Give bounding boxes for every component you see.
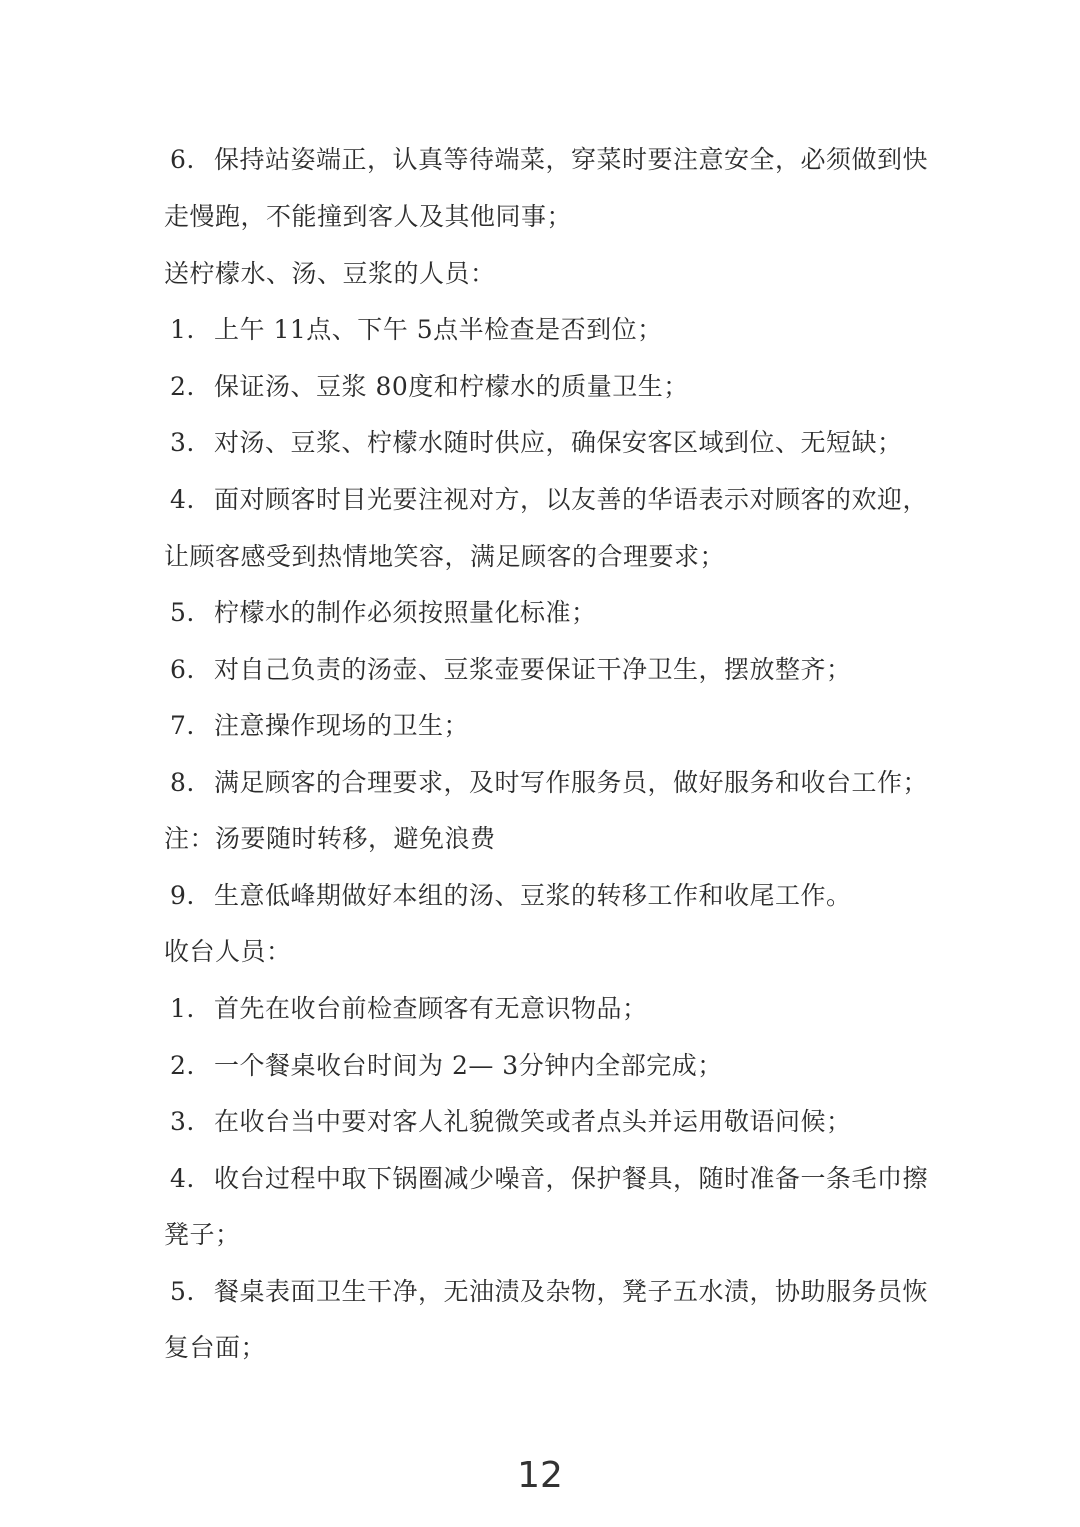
line-text: 复台面； [164,1333,267,1362]
line-text: 上午 11点、下午 5点半检查是否到位； [214,315,663,344]
list-number: 9. [170,881,195,910]
text-line [164,596,924,630]
line-text: 柠檬水的制作必须按照量化标准； [214,598,597,627]
list-number: 2. [170,1051,195,1080]
list-number: 7. [170,711,195,740]
line-text: 收台过程中取下锅圈减少噪音，保护餐具，随时准备一条毛巾擦 [214,1164,929,1193]
list-number: 6. [170,655,195,684]
line-text: 一个餐桌收台时间为 2— 3分钟内全部完成； [214,1051,723,1080]
list-number: 6. [170,145,195,174]
text-line [164,313,924,347]
line-text: 注意操作现场的卫生； [214,711,470,740]
list-number: 1. [170,994,195,1023]
text-line [164,1275,929,1309]
page-number: 12 [517,1455,563,1496]
section-heading [164,257,924,291]
text-line [164,1331,924,1365]
list-number: 3. [170,1107,195,1136]
line-text: 满足顾客的合理要求，及时写作服务员，做好服务和收台工作； [214,768,929,797]
list-number: 2. [170,372,195,401]
list-number: 4. [170,485,195,514]
line-text: 注：汤要随时转移，避免浪费 [164,824,496,853]
line-text: 生意低峰期做好本组的汤、豆浆的转移工作和收尾工作。 [214,881,852,910]
list-number: 8. [170,768,195,797]
line-text: 收台人员： [164,937,292,966]
text-line [164,1105,924,1139]
text-line [164,370,924,404]
list-number: 5. [170,598,195,627]
text-line [164,426,924,460]
text-line [164,1049,924,1083]
text-line [164,1162,929,1196]
line-text: 餐桌表面卫生干净，无油渍及杂物，凳子五水渍，协助服务员恢 [214,1277,929,1306]
line-text: 走慢跑，不能撞到客人及其他同事； [164,202,573,231]
text-line [164,540,924,574]
line-text: 在收台当中要对客人礼貌微笑或者点头并运用敬语问候； [214,1107,852,1136]
text-line [164,992,924,1026]
list-number: 4. [170,1164,195,1193]
line-text: 让顾客感受到热情地笑容，满足顾客的合理要求； [164,542,726,571]
text-line [164,200,924,234]
text-line [164,483,929,517]
text-line [164,879,924,913]
section-heading [164,935,924,969]
text-line [164,1218,924,1252]
line-text: 凳子； [164,1220,241,1249]
list-number: 5. [170,1277,195,1306]
line-text: 面对顾客时目光要注视对方，以友善的华语表示对顾客的欢迎， [214,485,929,514]
text-line [164,766,929,800]
list-number: 1. [170,315,195,344]
note-line [164,822,924,856]
list-number: 3. [170,428,195,457]
text-line [164,653,924,687]
text-line [164,709,924,743]
line-text: 送柠檬水、汤、豆浆的人员： [164,259,496,288]
line-text: 对汤、豆浆、柠檬水随时供应，确保安客区域到位、无短缺； [214,428,903,457]
line-text: 保证汤、豆浆 80度和柠檬水的质量卫生； [214,372,689,401]
text-line [164,143,929,177]
line-text: 对自己负责的汤壶、豆浆壶要保证干净卫生，摆放整齐； [214,655,852,684]
line-text: 首先在收台前检查顾客有无意识物品； [214,994,648,1023]
line-text: 保持站姿端正，认真等待端菜，穿菜时要注意安全，必须做到快 [214,145,929,174]
